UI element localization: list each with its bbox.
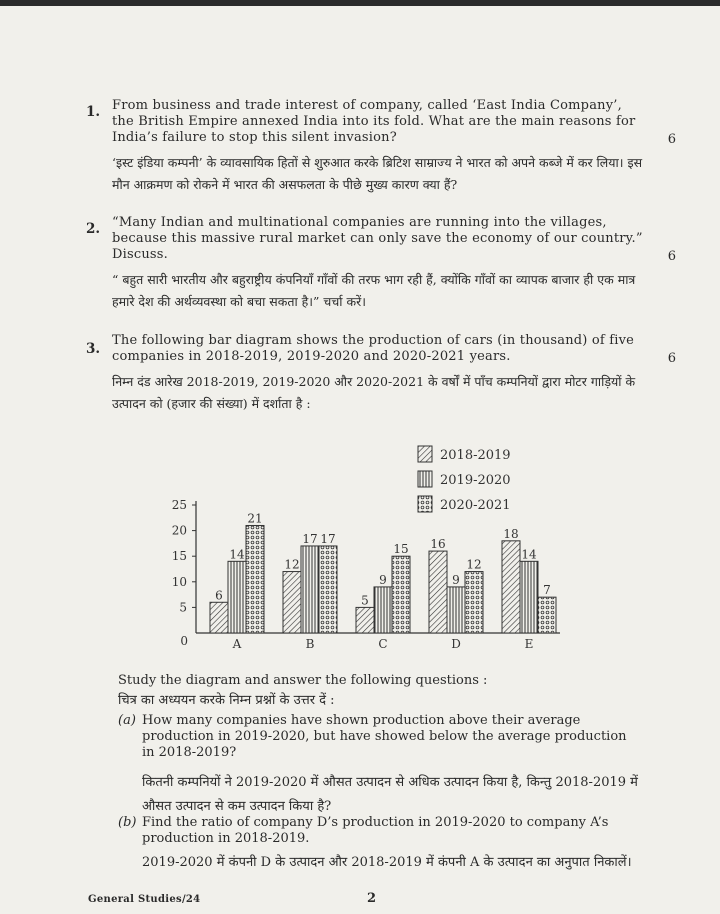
bar	[228, 561, 246, 633]
bar-value-label: 21	[247, 511, 263, 526]
bar-value-label: 7	[543, 583, 551, 598]
bar-value-label: 16	[430, 537, 446, 552]
bar	[210, 602, 228, 633]
question-number: 3.	[86, 341, 101, 357]
question-2	[86, 215, 676, 313]
instructions-en: Study the diagram and answer the following questions :	[118, 673, 488, 688]
question-1	[86, 98, 676, 196]
bar	[301, 546, 319, 633]
bar-chart	[170, 440, 570, 655]
subquestion-text-en: Find the ratio of company D’s production in 2019-2020 to company A’s production in 2018-2019.	[142, 815, 609, 846]
question-number: 1.	[86, 104, 101, 120]
subquestion-b	[118, 815, 638, 871]
bar-value-label: 14	[229, 547, 245, 562]
question-3	[86, 333, 676, 415]
bar	[356, 607, 374, 633]
instructions-hi: चित्र का अध्ययन करके निम्न प्रश्नों के उत्तर दें :	[118, 693, 335, 708]
question-text-hi: निम्न दंड आरेख 2018-2019, 2019-2020 और 2020-2021 के वर्षों में पाँच कम्पनियों द्वारा मोटर गाड़ियों के उत्पादन को (हजार की संख्या) में दर्शाता है :	[112, 374, 636, 411]
bar-value-label: 17	[302, 531, 318, 546]
bar	[319, 546, 337, 633]
bar	[502, 541, 520, 633]
subquestion-label: (a)	[118, 713, 136, 728]
subquestion-text-hi: 2019-2020 में कंपनी D के उत्पादन और 2018-2019 में कंपनी A के उत्पादन का अनुपात निकालें।	[142, 855, 632, 870]
subquestion-text-hi: कितनी कम्पनियों ने 2019-2020 में औसत उत्पादन से अधिक उत्पादन किया है, किन्तु 2018-2019 में औसत उत्पादन से कम उत्पादन किया है?	[142, 775, 638, 814]
category-label: D	[451, 637, 461, 651]
subquestion-a	[118, 713, 638, 819]
y-tick-label: 15	[171, 549, 187, 564]
question-text-hi: ‘इस्ट इंडिया कम्पनी’ के व्यावसायिक हितों से शुरुआत करके ब्रिटिश साम्राज्य ने भारत को अपने कब्जे में कर लिया। इस मौन आक्रमण को रोकने में भारत की असफलता के पीछे मुख्य कारण क्या हैं?	[112, 155, 643, 192]
bar-value-label: 5	[361, 593, 369, 608]
instructions	[118, 672, 658, 710]
legend-swatch	[418, 471, 432, 487]
bar	[374, 587, 392, 633]
paper-code: General Studies/24	[88, 894, 201, 905]
question-text-en: “Many Indian and multinational companies are running into the villages, because this massive rural market can only save the economy of our country.” Discuss.	[112, 215, 643, 262]
category-label: C	[378, 637, 388, 651]
category-label: B	[305, 637, 315, 651]
question-text-hi: “ बहुत सारी भारतीय और बहुराष्ट्रीय कंपनियाँ गाँवों की तरफ भाग रही हैं, क्योंकि गाँवों का व्यापक बाजार ही एक मात्र हमारे देश की अर्थव्यवस्था को बचा सकता है।” चर्चा करें।	[112, 272, 636, 309]
y-tick-label: 25	[171, 498, 187, 512]
legend-swatch	[418, 446, 432, 462]
bar-value-label: 17	[320, 531, 336, 546]
page-top-border	[0, 0, 720, 6]
category-label: E	[524, 637, 534, 651]
y-tick-label: 20	[171, 523, 187, 538]
subquestion-label: (b)	[118, 815, 137, 830]
bar	[246, 525, 264, 633]
legend-label: 2018-2019	[440, 448, 511, 463]
question-number: 2.	[86, 221, 101, 237]
marks: 6	[667, 351, 676, 366]
bar-value-label: 12	[284, 557, 300, 572]
bar-value-label: 15	[393, 542, 409, 557]
bar	[283, 572, 301, 633]
bar-value-label: 6	[215, 588, 223, 603]
y-tick-label: 10	[171, 574, 187, 589]
subquestion-text-en: How many companies have shown production above their average production in 2019-2020, but have showed below the average production in 2018-2019?	[142, 713, 627, 760]
bar-value-label: 9	[379, 572, 387, 587]
bar-value-label: 9	[452, 572, 460, 587]
bar	[392, 556, 410, 633]
marks: 6	[667, 249, 676, 264]
legend-label: 2020-2021	[440, 498, 511, 513]
bar	[429, 551, 447, 633]
question-text-en: From business and trade interest of company, called ‘East India Company’, the British Empire annexed India into its fold. What are the main reasons for India’s failure to stop this silent invasion?	[112, 98, 636, 145]
bar	[520, 561, 538, 633]
bar-value-label: 18	[503, 526, 519, 541]
page-number: 2	[367, 891, 377, 906]
legend-swatch	[418, 496, 432, 512]
bar	[538, 597, 556, 633]
bar	[447, 587, 465, 633]
bar	[465, 572, 483, 633]
legend-label: 2019-2020	[440, 473, 511, 488]
question-text-en: The following bar diagram shows the production of cars (in thousand) of five companies in 2018-2019, 2019-2020 and 2020-2021 years.	[112, 333, 635, 364]
y-tick-label: 0	[180, 634, 188, 648]
marks: 6	[667, 132, 676, 147]
category-label: A	[232, 637, 242, 651]
y-tick-label: 5	[179, 600, 187, 615]
bar-value-label: 14	[521, 547, 537, 562]
bar-value-label: 12	[466, 557, 482, 572]
